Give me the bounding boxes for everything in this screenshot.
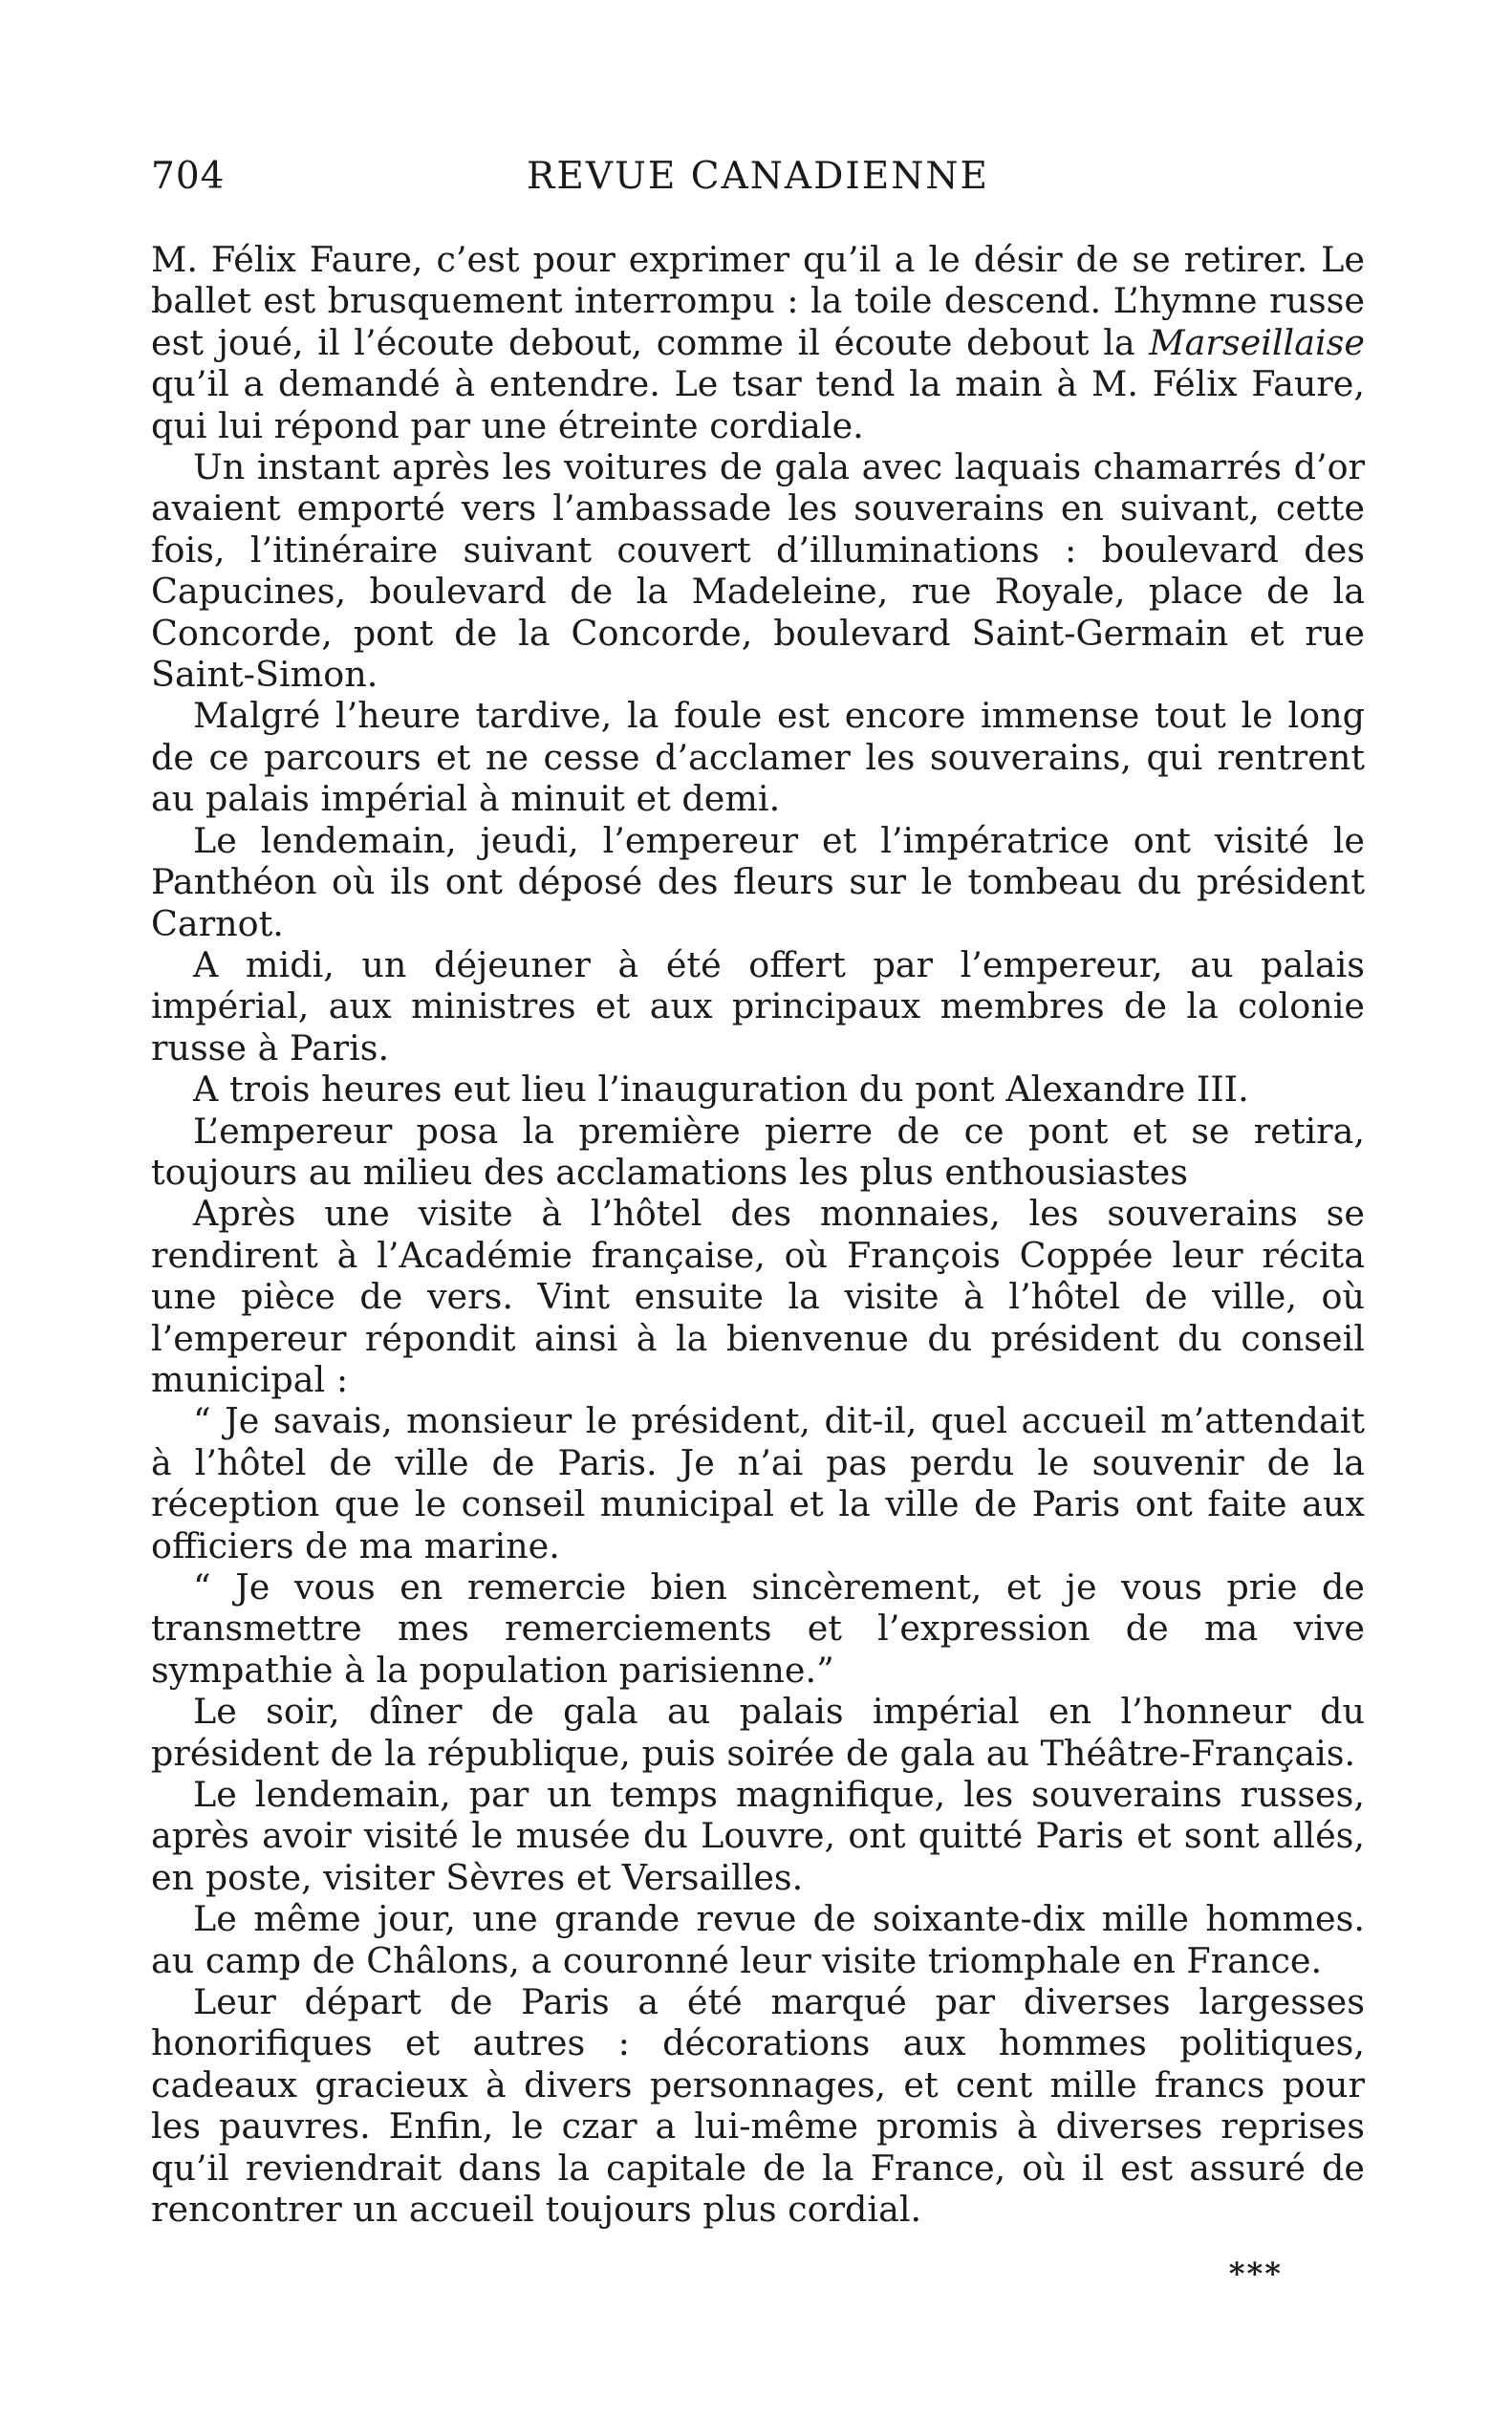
body-text (151, 239, 1365, 2231)
section-ornament: *** (1228, 2256, 1283, 2292)
paragraph: Le lendemain, par un temps magnifique, les souverains russes, après avoir visité le musée du Louvre, ont quitté Paris et sont allés, en poste, visiter Sèvres et Versailles. (151, 1774, 1365, 1898)
paragraph: Un instant après les voitures de gala avec laquais chamarrés d’or avaient emporté vers l’ambassade les souverains en suivant, cette fois, l’itinéraire suivant couvert d’illuminations : boulevard des Capucines, boulevard de la Madeleine, rue Royale, place de la Concorde, pont de la Concorde, boulevard Saint-Germain et rue Saint-Simon. (151, 446, 1365, 696)
paragraph: Le lendemain, jeudi, l’empereur et l’impératrice ont visité le Panthéon où ils ont déposé des fleurs sur le tombeau du président Carnot. (151, 819, 1365, 944)
paragraph (151, 239, 1365, 446)
page-number: 704 (151, 155, 226, 198)
paragraph: Malgré l’heure tardive, la foule est encore immense tout le long de ce parcours et ne cesse d’acclamer les souverains, qui rentrent au palais impérial à minuit et demi. (151, 695, 1365, 820)
paragraph: A trois heures eut lieu l’inauguration du pont Alexandre III. (193, 1069, 1249, 1111)
paragraph-text: qu’il a demandé à entendre. Le tsar tend la main à M. Félix Faure, qui lui répond par une étreinte cordiale. (151, 363, 1365, 446)
quotation-paragraph: “ Je vous en remercie bien sincèrement, et je vous prie de transmettre mes remerciements et l’expression de ma vive sympathie à la population parisienne.” (151, 1566, 1365, 1691)
quotation-paragraph: “ Je savais, monsieur le président, dit-il, quel accueil m’attendait à l’hôtel de ville de Paris. Je n’ai pas perdu le souvenir de la réception que le conseil municipal et la ville de Paris ont faite aux officiers de ma marine. (151, 1400, 1365, 1566)
paragraph: Le même jour, une grande revue de soixante-dix mille hommes. au camp de Châlons, a couronné leur visite triomphale en France. (151, 1898, 1365, 1981)
page-header (151, 155, 1365, 212)
paragraph: Leur départ de Paris a été marqué par diverses largesses honorifiques et autres : décorations aux hommes politiques, cadeaux gracieux à divers personnages, et cent mille francs pour les pauvres. Enfin, le czar a lui-même promis à diverses reprises qu’il reviendrait dans la capitale de la France, où il est assuré de rencontrer un accueil toujours plus cordial. (151, 1981, 1365, 2231)
italic-title: Marseillaise (1149, 321, 1365, 363)
paragraph: A midi, un déjeuner à été offert par l’empereur, au palais impérial, aux ministres et aux principaux membres de la colonie russe à Paris. (151, 943, 1365, 1069)
paragraph-text: M. Félix Faure, c’est pour exprimer qu’il a le désir de se retirer. Le ballet est brusquement interrompu : la toile descend. L’hymne russe est joué, il l’écoute debout, comme il écoute debout la (151, 239, 1365, 363)
paragraph: Le soir, dîner de gala au palais impérial en l’honneur du président de la république, puis soirée de gala au Théâtre-Français. (151, 1691, 1365, 1774)
paragraph: L’empereur posa la première pierre de ce pont et se retira, toujours au milieu des acclamations les plus enthousiastes (151, 1110, 1365, 1193)
paragraph: Après une visite à l’hôtel des monnaies, les souverains se rendirent à l’Académie française, où François Coppée leur récita une pièce de vers. Vint ensuite la visite à l’hôtel de ville, où l’empereur répondit ainsi à la bienvenue du président du conseil municipal : (151, 1193, 1365, 1400)
running-head: REVUE CANADIENNE (527, 155, 989, 198)
